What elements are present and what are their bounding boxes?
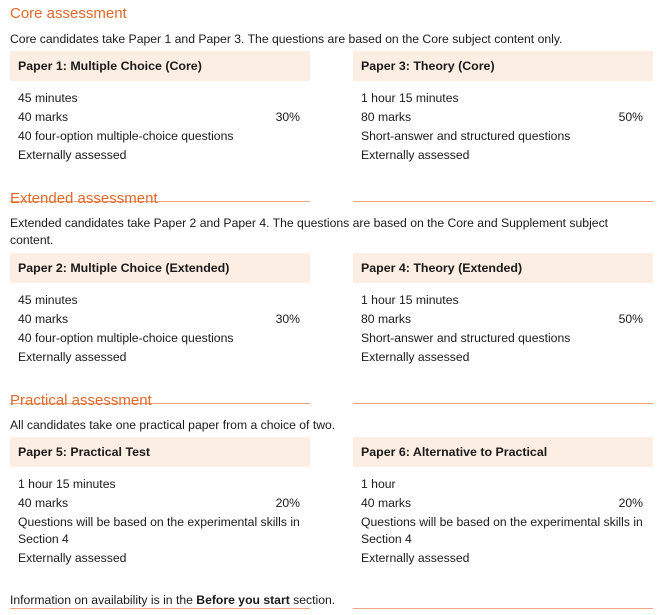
section-title-extended: Extended assessment bbox=[10, 190, 158, 207]
paper-description: 40 four-option multiple-choice questions bbox=[18, 129, 234, 143]
paper-marks: 80 marks bbox=[361, 110, 412, 124]
paper-assessment-type: Externally assessed bbox=[361, 551, 470, 565]
paper-assessment-type: Externally assessed bbox=[361, 148, 470, 162]
paper-details bbox=[353, 283, 653, 404]
section-intro-practical: All candidates take one practical paper from a choice of two. bbox=[10, 418, 336, 432]
paper-details bbox=[10, 283, 310, 404]
section-title-practical: Practical assessment bbox=[10, 392, 152, 409]
paper-description: 40 four-option multiple-choice questions bbox=[18, 331, 234, 345]
paper-assessment-type: Externally assessed bbox=[361, 350, 470, 364]
paper-marks: 40 marks bbox=[361, 496, 412, 510]
paper-duration: 1 hour 15 minutes bbox=[18, 477, 116, 491]
paper-duration: 1 hour 15 minutes bbox=[361, 91, 459, 105]
paper-title: Paper 4: Theory (Extended) bbox=[353, 253, 653, 283]
paper-details bbox=[353, 467, 653, 609]
availability-note bbox=[10, 592, 335, 609]
paper-description: Questions will be based on the experimental skills in Section 4 bbox=[361, 515, 643, 546]
paper-marks: 40 marks bbox=[18, 312, 69, 326]
paper-box-5 bbox=[10, 437, 310, 609]
paper-marks: 40 marks bbox=[18, 496, 69, 510]
paper-weight: 50% bbox=[618, 110, 643, 124]
section-intro-core: Core candidates take Paper 1 and Paper 3. The questions are based on the Core subject content only. bbox=[10, 32, 563, 46]
paper-box-2 bbox=[10, 253, 310, 404]
paper-duration: 45 minutes bbox=[18, 293, 78, 307]
paper-description: Short-answer and structured questions bbox=[361, 129, 571, 143]
paper-marks: 40 marks bbox=[18, 110, 69, 124]
paper-assessment-type: Externally assessed bbox=[18, 551, 127, 565]
availability-note-suffix: section. bbox=[289, 593, 336, 607]
paper-description: Short-answer and structured questions bbox=[361, 331, 571, 345]
paper-box-1 bbox=[10, 51, 310, 202]
paper-box-3 bbox=[353, 51, 653, 202]
section-intro-extended: Extended candidates take Paper 2 and Paper 4. The questions are based on the Core and Supplement subject content. bbox=[10, 216, 609, 247]
before-you-start-reference: Before you start bbox=[196, 593, 290, 607]
paper-weight: 50% bbox=[618, 312, 643, 326]
paper-weight: 20% bbox=[275, 496, 300, 510]
paper-weight: 30% bbox=[275, 110, 300, 124]
paper-title: Paper 3: Theory (Core) bbox=[353, 51, 653, 81]
paper-assessment-type: Externally assessed bbox=[18, 148, 127, 162]
paper-duration: 45 minutes bbox=[18, 91, 78, 105]
paper-details bbox=[10, 81, 310, 202]
paper-details bbox=[353, 81, 653, 202]
paper-duration: 1 hour bbox=[361, 477, 396, 491]
paper-title: Paper 6: Alternative to Practical bbox=[353, 437, 653, 467]
paper-box-4 bbox=[353, 253, 653, 404]
paper-description: Questions will be based on the experimental skills in Section 4 bbox=[18, 515, 300, 546]
paper-weight: 30% bbox=[275, 312, 300, 326]
availability-note-prefix: Information on availability is in the bbox=[10, 593, 197, 607]
paper-duration: 1 hour 15 minutes bbox=[361, 293, 459, 307]
paper-details bbox=[10, 467, 310, 609]
paper-assessment-type: Externally assessed bbox=[18, 350, 127, 364]
section-title-core: Core assessment bbox=[10, 5, 127, 22]
paper-title: Paper 5: Practical Test bbox=[10, 437, 310, 467]
paper-title: Paper 2: Multiple Choice (Extended) bbox=[10, 253, 310, 283]
paper-weight: 20% bbox=[618, 496, 643, 510]
paper-title: Paper 1: Multiple Choice (Core) bbox=[10, 51, 310, 81]
paper-box-6 bbox=[353, 437, 653, 609]
paper-marks: 80 marks bbox=[361, 312, 412, 326]
